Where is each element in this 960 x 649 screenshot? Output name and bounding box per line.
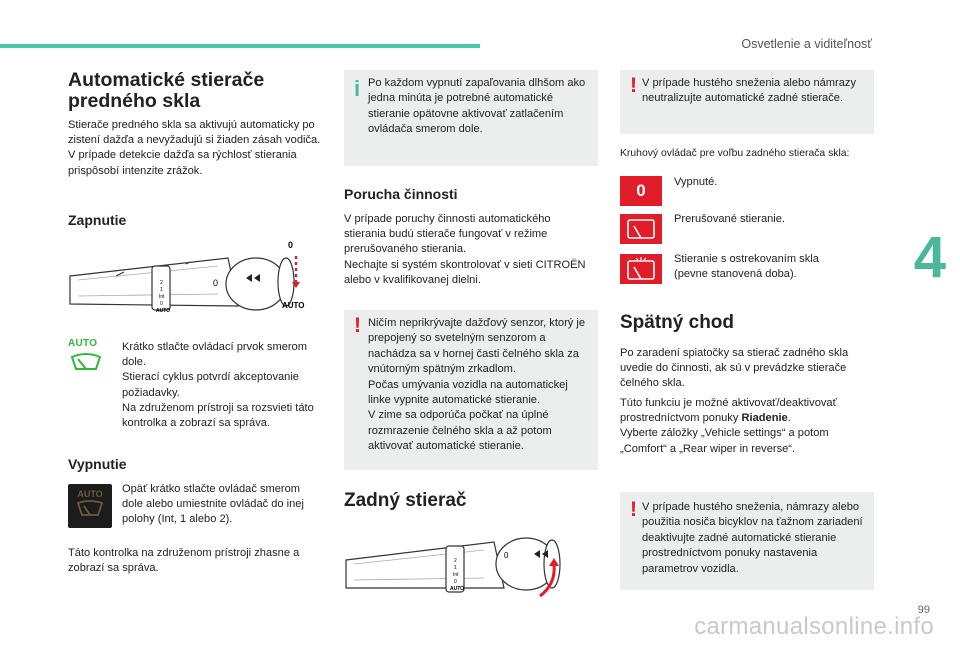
rear-wiper-stalk-illustration [344,524,574,604]
svg-text:0: 0 [454,579,457,585]
ring-caption: Kruhový ovládač pre voľbu zadného stierača skla: [620,148,850,159]
auto-wiper-indicator-icon: AUTO [68,338,108,378]
svg-text:0: 0 [504,551,509,560]
header-accent-bar [0,44,480,48]
fault-text: V prípade poruchy činnosti automatického stierania budú stierače fungovať v režime prerušovaného stierania. Nechajte si systém skontrolovať v sieti CITROËN alebo v kvalifikovanej dielni. [344,213,586,286]
wiper-stalk-illustration [68,236,318,326]
off-note: Táto kontrolka na združenom prístroji zhasne a zobrazí sa správa. [68,547,300,575]
info-box: i Po každom vypnutí zapaľovania dlhšom ako jedna minúta je potrebné automatické stieranie opätovne aktivovať zatlačením ovládača smerom dole. [344,70,598,166]
rear-wiper-wash-icon [620,254,662,284]
section-title: Osvetlenie a viditeľnosť [741,37,872,51]
rear-wiper-off-icon: 0 [620,176,662,206]
warning-icon: ! [354,314,361,337]
svg-text:AUTO: AUTO [282,301,305,310]
chapter-number: 4 [913,225,946,290]
mode-off-label: Vypnuté. [674,176,718,188]
page-title: Automatické stierače predného skla [68,69,265,112]
heading-fault: Porucha činnosti [344,186,458,202]
warning-box-snow: ! V prípade hustého sneženia alebo námrazy neutralizujte automatické zadné stierače. [620,70,874,134]
on-instructions: Krátko stlačte ovládací prvok smerom dole. Stierací cyklus potvrdí akceptovanie požiadavky. Na združenom prístroji sa rozsvieti táto kontrolka a zobrazí sa správa. [122,341,314,430]
watermark: carmanualsonline.info [694,613,934,640]
heading-reverse: Spätný chod [620,312,735,333]
svg-text:0: 0 [288,240,294,250]
mode-wash-label: Stieranie s ostrekovaním skla (pevne stanovená doba). [674,253,819,281]
rear-wiper-intermittent-icon [620,214,662,244]
page-number: 99 [917,604,930,616]
warning-box-bike: ! V prípade hustého sneženia, námrazy alebo použitia nosiča bicyklov na ťažnom zariadení deaktivujte zadné automatické stieranie prostredníctvom ponuky nastavenia parametrov vozidla. [620,492,874,590]
heading-rear-wiper: Zadný stierač [344,490,467,511]
warning-box-sensor: ! Ničím neprikrývajte dažďový senzor, ktorý je prepojený so svetelným senzorom a nachádza sa v hornej časti čelného skla za vnútorným spätným zrkadlom. Počas umývania vozidla na automatickej linke vypnite automatické stieranie. V zime sa odporúča počkať na úplné rozmrazenie čelného skla a až potom aktivovať automatické stieranie. [344,310,598,470]
intro-text: Stierače predného skla sa aktivujú automaticky po zistení dažďa a nevyžadujú si žiaden zásah vodiča. V prípade detekcie dažďa sa rýchlosť stierania prispôsobí intenzite zrážok. [68,119,321,177]
svg-text:0: 0 [213,278,219,288]
menu-name-bold: Riadenie [741,412,788,425]
svg-text:AUTO: AUTO [156,308,171,314]
auto-wiper-off-icon: AUTO [68,484,112,528]
reverse-text-1: Po zaradení spiatočky sa stierač zadného skla uvedie do činnosti, ak sú v prevádzke stierače čelného skla. [620,347,849,390]
warning-icon: ! [630,74,637,97]
svg-text:Int: Int [453,572,459,578]
svg-text:1: 1 [454,565,457,571]
svg-text:AUTO: AUTO [450,586,465,592]
mode-intermittent-label: Prerušované stieranie. [674,213,785,225]
warning-icon: ! [630,498,637,521]
svg-text:2: 2 [160,280,163,286]
reverse-text-2: Túto funkciu je možné aktivovať/deaktivovať prostredníctvom ponuky Riadenie. Vyberte záložky „Vehicle settings“ a potom „Comfort“ a „Rear wiper in reverse“. [620,397,837,455]
svg-text:0: 0 [160,301,163,307]
svg-text:2: 2 [454,558,457,564]
svg-text:Int: Int [159,294,165,300]
off-instructions: Opäť krátko stlačte ovládač smerom dole alebo umiestnite ovládač do inej polohy (Int, 1 alebo 2). [122,483,304,526]
info-icon: i [354,76,361,101]
heading-on: Zapnutie [68,212,127,228]
svg-text:1: 1 [160,287,163,293]
heading-off: Vypnutie [68,456,127,472]
